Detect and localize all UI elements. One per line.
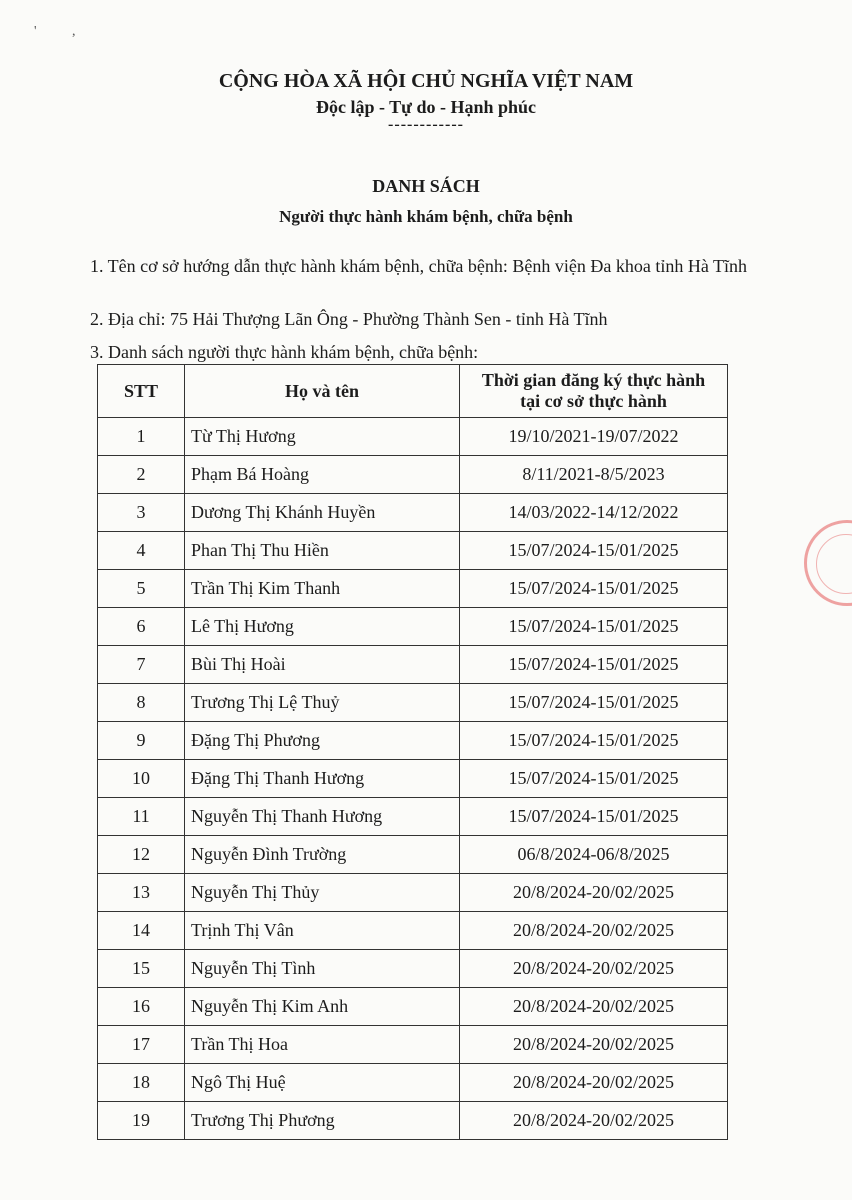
- header-period-line2: tại cơ sở thực hành: [520, 391, 667, 411]
- row-name: Nguyễn Thị Tình: [185, 950, 460, 988]
- row-name: Đặng Thị Thanh Hương: [185, 760, 460, 798]
- table-row: [98, 988, 728, 1026]
- row-name: Ngô Thị Huệ: [185, 1064, 460, 1102]
- row-stt: 10: [98, 760, 185, 798]
- table-row: [98, 532, 728, 570]
- nation-title: CỘNG HÒA XÃ HỘI CHỦ NGHĨA VIỆT NAM: [218, 70, 634, 92]
- row-name: Nguyễn Thị Kim Anh: [185, 988, 460, 1026]
- row-period: 20/8/2024-20/02/2025: [460, 1026, 728, 1064]
- table-row: [98, 646, 728, 684]
- row-name: Lê Thị Hương: [185, 608, 460, 646]
- row-period: 15/07/2024-15/01/2025: [460, 570, 728, 608]
- header-divider: ------------: [388, 116, 464, 133]
- table-row: [98, 608, 728, 646]
- document-header: [0, 70, 852, 134]
- row-period: 8/11/2021-8/5/2023: [460, 456, 728, 494]
- row-period: 20/8/2024-20/02/2025: [460, 1064, 728, 1102]
- row-period: 15/07/2024-15/01/2025: [460, 798, 728, 836]
- row-name: Nguyễn Thị Thủy: [185, 874, 460, 912]
- facility-name-line: 1. Tên cơ sở hướng dẫn thực hành khám bệnh, chữa bệnh: Bệnh viện Đa khoa tỉnh Hà Tĩnh: [90, 256, 748, 276]
- row-stt: 15: [98, 950, 185, 988]
- row-stt: 13: [98, 874, 185, 912]
- row-name: Nguyễn Thị Thanh Hương: [185, 798, 460, 836]
- address-line: 2. Địa chỉ: 75 Hải Thượng Lãn Ông - Phường Thành Sen - tỉnh Hà Tĩnh: [90, 309, 608, 329]
- row-period: 20/8/2024-20/02/2025: [460, 1102, 728, 1140]
- row-period: 15/07/2024-15/01/2025: [460, 722, 728, 760]
- row-stt: 6: [98, 608, 185, 646]
- list-intro-line: 3. Danh sách người thực hành khám bệnh, chữa bệnh:: [90, 342, 479, 362]
- table-header-row: [98, 365, 728, 418]
- row-period: 14/03/2022-14/12/2022: [460, 494, 728, 532]
- row-name: Trịnh Thị Vân: [185, 912, 460, 950]
- row-stt: 16: [98, 988, 185, 1026]
- row-name: Bùi Thị Hoài: [185, 646, 460, 684]
- row-name: Trương Thị Phương: [185, 1102, 460, 1140]
- table-row: [98, 1102, 728, 1140]
- row-name: Trần Thị Kim Thanh: [185, 570, 460, 608]
- row-name: Đặng Thị Phương: [185, 722, 460, 760]
- table-row: [98, 836, 728, 874]
- row-name: Từ Thị Hương: [185, 418, 460, 456]
- row-period: 20/8/2024-20/02/2025: [460, 950, 728, 988]
- row-stt: 12: [98, 836, 185, 874]
- header-period-line1: Thời gian đăng ký thực hành: [481, 370, 706, 390]
- table-row: [98, 418, 728, 456]
- row-stt: 18: [98, 1064, 185, 1102]
- motto: Độc lập - Tự do - Hạnh phúc: [315, 97, 537, 117]
- table-row: [98, 950, 728, 988]
- document-title: DANH SÁCH: [372, 176, 480, 196]
- row-period: 15/07/2024-15/01/2025: [460, 684, 728, 722]
- scan-marks: ' ,: [34, 24, 92, 39]
- row-period: 19/10/2021-19/07/2022: [460, 418, 728, 456]
- row-name: Trương Thị Lệ Thuỷ: [185, 684, 460, 722]
- header-period: [460, 365, 728, 418]
- row-stt: 8: [98, 684, 185, 722]
- table-row: [98, 684, 728, 722]
- table-row: [98, 722, 728, 760]
- row-stt: 9: [98, 722, 185, 760]
- table-row: [98, 1064, 728, 1102]
- table-row: [98, 912, 728, 950]
- row-period: 06/8/2024-06/8/2025: [460, 836, 728, 874]
- row-name: Trần Thị Hoa: [185, 1026, 460, 1064]
- row-period: 20/8/2024-20/02/2025: [460, 874, 728, 912]
- row-stt: 19: [98, 1102, 185, 1140]
- table-row: [98, 874, 728, 912]
- document-subtitle: Người thực hành khám bệnh, chữa bệnh: [279, 207, 573, 226]
- header-stt: STT: [98, 365, 185, 418]
- row-stt: 14: [98, 912, 185, 950]
- row-stt: 2: [98, 456, 185, 494]
- row-name: Phạm Bá Hoàng: [185, 456, 460, 494]
- row-stt: 4: [98, 532, 185, 570]
- row-stt: 7: [98, 646, 185, 684]
- header-name: Họ và tên: [185, 365, 460, 418]
- row-period: 15/07/2024-15/01/2025: [460, 532, 728, 570]
- row-period: 15/07/2024-15/01/2025: [460, 760, 728, 798]
- row-stt: 11: [98, 798, 185, 836]
- table-row: [98, 1026, 728, 1064]
- table-row: [98, 456, 728, 494]
- table-row: [98, 760, 728, 798]
- table-body: [98, 418, 728, 1140]
- row-period: 15/07/2024-15/01/2025: [460, 646, 728, 684]
- row-stt: 5: [98, 570, 185, 608]
- row-period: 20/8/2024-20/02/2025: [460, 988, 728, 1026]
- title-block: [0, 176, 852, 227]
- row-stt: 17: [98, 1026, 185, 1064]
- table-row: [98, 570, 728, 608]
- row-stt: 1: [98, 418, 185, 456]
- table-row: [98, 494, 728, 532]
- row-name: Nguyễn Đình Trường: [185, 836, 460, 874]
- practitioner-table: [97, 364, 728, 1140]
- row-name: Dương Thị Khánh Huyền: [185, 494, 460, 532]
- table-row: [98, 798, 728, 836]
- row-period: 15/07/2024-15/01/2025: [460, 608, 728, 646]
- row-period: 20/8/2024-20/02/2025: [460, 912, 728, 950]
- row-stt: 3: [98, 494, 185, 532]
- row-name: Phan Thị Thu Hiền: [185, 532, 460, 570]
